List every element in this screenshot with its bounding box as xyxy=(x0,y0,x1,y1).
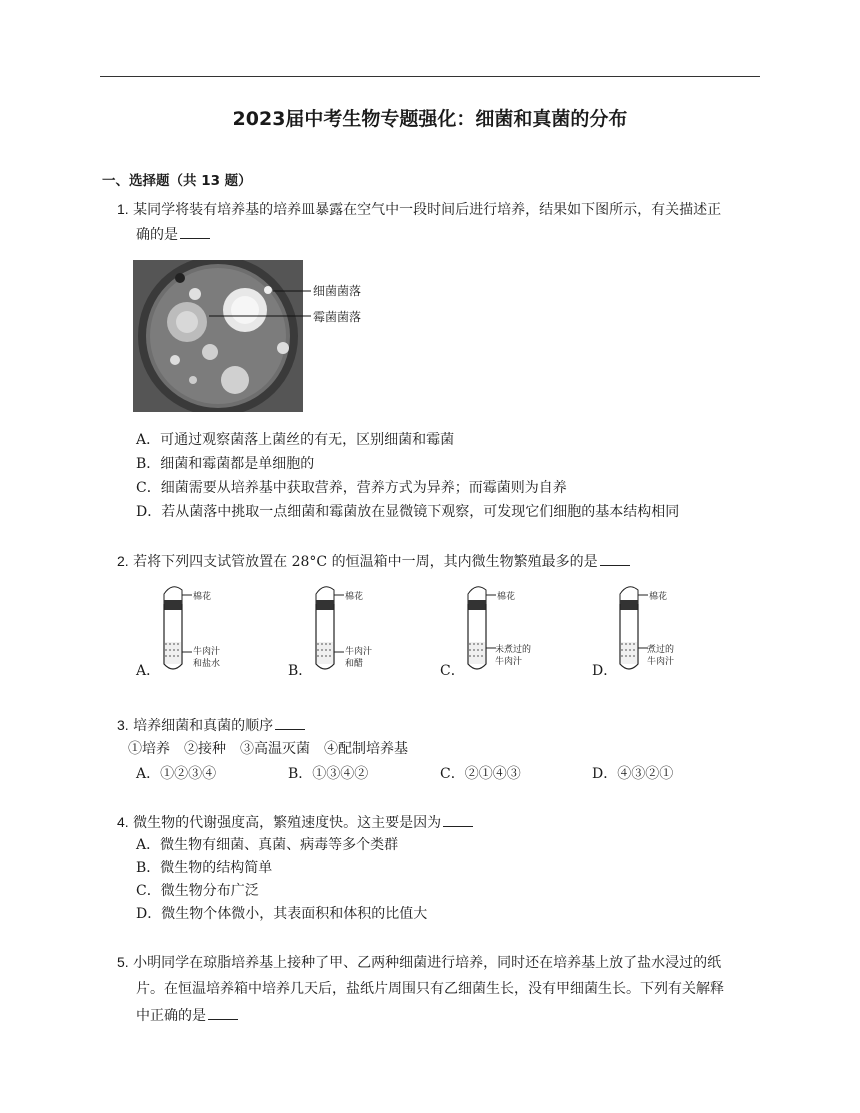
q1-option-b[interactable]: B．细菌和霉菌都是单细胞的 xyxy=(136,456,315,472)
q3-option-c[interactable]: C．②①④③ xyxy=(440,766,521,782)
question-5-line3 xyxy=(136,1003,238,1029)
q4-option-d[interactable]: D．微生物个体微小，其表面积和体积的比值大 xyxy=(136,906,428,922)
cotton-label: 棉花 xyxy=(345,592,364,602)
option-letter: C． xyxy=(440,663,465,679)
question-1 xyxy=(117,196,721,223)
cotton-label: 棉花 xyxy=(193,592,212,602)
question-text: 若将下列四支试管放置在 28°C 的恒温箱中一周，其内微生物繁殖最多的是 xyxy=(133,554,598,570)
q4-option-c[interactable]: C．微生物分布广泛 xyxy=(136,883,259,899)
question-text: 培养细菌和真菌的顺序 xyxy=(133,718,274,734)
q3-option-a[interactable]: A．①②③④ xyxy=(136,766,217,782)
tube-option-c[interactable] xyxy=(440,582,550,677)
tube-option-a[interactable] xyxy=(136,582,246,677)
question-text: 中正确的是 xyxy=(136,1008,206,1024)
tube-content-label: 牛肉汁 xyxy=(345,647,373,657)
question-3 xyxy=(117,712,305,739)
cotton-label: 棉花 xyxy=(497,592,516,602)
question-1-line2 xyxy=(136,222,210,248)
question-text: 确的是 xyxy=(136,227,178,243)
question-number: 1. xyxy=(117,201,129,217)
tube-option-d[interactable] xyxy=(592,582,702,677)
question-5-line2: 片。在恒温培养箱中培养几天后，盐纸片周围只有乙细菌生长，没有甲细菌生长。下列有关解释 xyxy=(136,981,724,997)
q1-option-d[interactable]: D．若从菌落中挑取一点细菌和霉菌放在显微镜下观察，可发现它们细胞的基本结构相同 xyxy=(136,504,680,520)
q3-option-b[interactable]: B．①③④② xyxy=(288,766,369,782)
section-heading: 一、选择题（共 13 题） xyxy=(102,173,252,189)
tube-option-b[interactable] xyxy=(288,582,398,677)
answer-blank xyxy=(275,715,305,730)
tube-content-label: 牛肉汁 xyxy=(193,647,221,657)
question-5 xyxy=(117,949,721,976)
option-letter: D． xyxy=(592,663,618,679)
answer-blank xyxy=(443,812,473,827)
tube-content-label: 和盐水 xyxy=(193,659,221,669)
tube-content-label: 未煮过的 xyxy=(495,645,532,655)
question-text: 某同学将装有培养基的培养皿暴露在空气中一段时间后进行培养，结果如下图所示，有关描述正 xyxy=(133,202,722,218)
cotton-label: 棉花 xyxy=(649,592,668,602)
q4-option-a[interactable]: A．微生物有细菌、真菌、病毒等多个类群 xyxy=(136,837,399,853)
tube-content-label: 和醋 xyxy=(345,659,364,669)
test-tube-icon xyxy=(136,582,246,677)
question-number: 3. xyxy=(117,717,129,733)
q1-option-a[interactable]: A．可通过观察菌落上菌丝的有无，区别细菌和霉菌 xyxy=(136,432,455,448)
header-rule xyxy=(100,76,760,77)
answer-blank xyxy=(600,551,630,566)
option-letter: B． xyxy=(288,663,313,679)
q3-option-d[interactable]: D．④③②① xyxy=(592,766,674,782)
q3-steps: ①培养 ②接种 ③高温灭菌 ④配制培养基 xyxy=(128,741,408,757)
bacteria-colony-label: 细菌菌落 xyxy=(313,284,362,298)
petri-dish-figure xyxy=(133,260,373,412)
question-number: 4. xyxy=(117,814,129,830)
mold-colony-label: 霉菌菌落 xyxy=(313,310,362,324)
question-4 xyxy=(117,809,473,836)
option-letter: A． xyxy=(136,663,161,679)
question-2 xyxy=(117,548,630,575)
q4-option-b[interactable]: B．微生物的结构简单 xyxy=(136,860,273,876)
test-tube-icon xyxy=(288,582,398,677)
question-text: 小明同学在琼脂培养基上接种了甲、乙两种细菌进行培养，同时还在培养基上放了盐水浸过的纸 xyxy=(133,955,722,971)
tube-content-label: 煮过的 xyxy=(647,645,675,655)
question-text: 微生物的代谢强度高，繁殖速度快。这主要是因为 xyxy=(133,815,442,831)
q1-option-c[interactable]: C．细菌需要从培养基中获取营养，营养方式为异养；而霉菌则为自养 xyxy=(136,480,567,496)
question-number: 5. xyxy=(117,954,129,970)
tube-content-label: 牛肉汁 xyxy=(647,657,675,667)
tube-content-label: 牛肉汁 xyxy=(495,657,523,667)
document-title: 2023届中考生物专题强化：细菌和真菌的分布 xyxy=(232,108,628,130)
question-number: 2. xyxy=(117,553,129,569)
answer-blank xyxy=(180,224,210,239)
q3-options-row xyxy=(0,763,860,785)
answer-blank xyxy=(208,1005,238,1020)
